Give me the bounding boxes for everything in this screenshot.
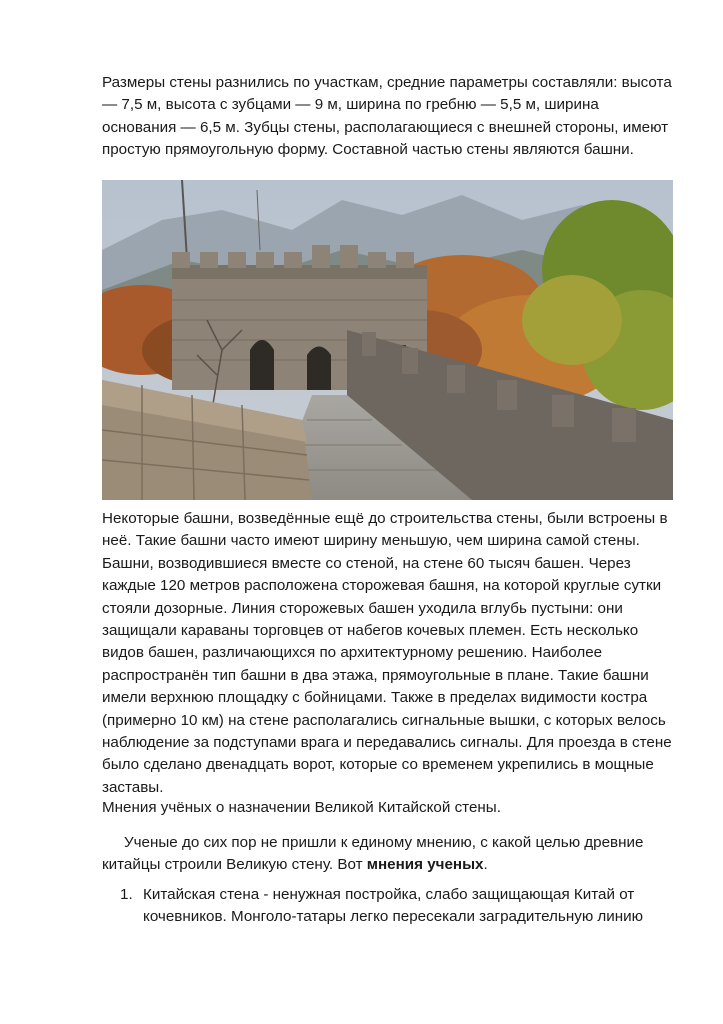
scholars-opinions-bold: мнения ученых (366, 856, 484, 874)
scholars-intro-end: . (483, 856, 488, 874)
scholars-intro-text: Ученые до сих пор не пришли к единому мнению, с какой целью древние китайцы строили Великую стену. Вот (102, 834, 644, 874)
paragraph-scholars-opinions-heading: Мнения учёных о назначении Великой Китайской стены. (102, 799, 501, 816)
paragraph-towers: Некоторые башни, возведённые ещё до строительства стены, были встроены в неё. Такие башни часто имеют ширину меньшую, чем ширина самой стены. Башни, возводившиеся вместе со стеной, на стене 60 тысяч башен. Через каждые 120 метров расположена сторожевая башня, на которой круглые сутки стояли дозорные. Линия сторожевых башен уходила вглубь пустыни: они защищали караваны торговцев от набегов кочевых племен. Есть несколько видов башен, различающихся по архитектурному решению. Наиболее распространён тип башни в два этажа, прямоугольные в плане. Такие башни имели верхнюю площадку с бойницами. Также в пределах видимости костра (примерно 10 км) на стене располагались сигнальные вышки, с которых велось наблюдение за подступами врага и передавались сигналы. Для проезда в стене было сделано двенадцать ворот, которые со временем укрепились в мощные заставы. (102, 510, 672, 796)
list-item (120, 884, 672, 929)
list-item-text: Китайская стена - ненужная постройка, слабо защищающая Китай от кочевников. Монголо-татары легко пересекали заградительную линию (143, 886, 644, 926)
opinions-list (120, 884, 672, 929)
great-wall-tower-photo (102, 180, 673, 500)
paragraph-scholars-intro (102, 832, 672, 877)
paragraph-wall-dimensions: Размеры стены разнились по участкам, средние параметры составляли: высота — 7,5 м, высота с зубцами — 9 м, ширина по гребню — 5,5 м, ширина основания — 6,5 м. Зубцы стены, располагающиеся с внешней стороны, имеют простую прямоугольную форму. Составной частью стены являются башни. (102, 74, 672, 159)
list-item-number: 1. (120, 886, 133, 903)
